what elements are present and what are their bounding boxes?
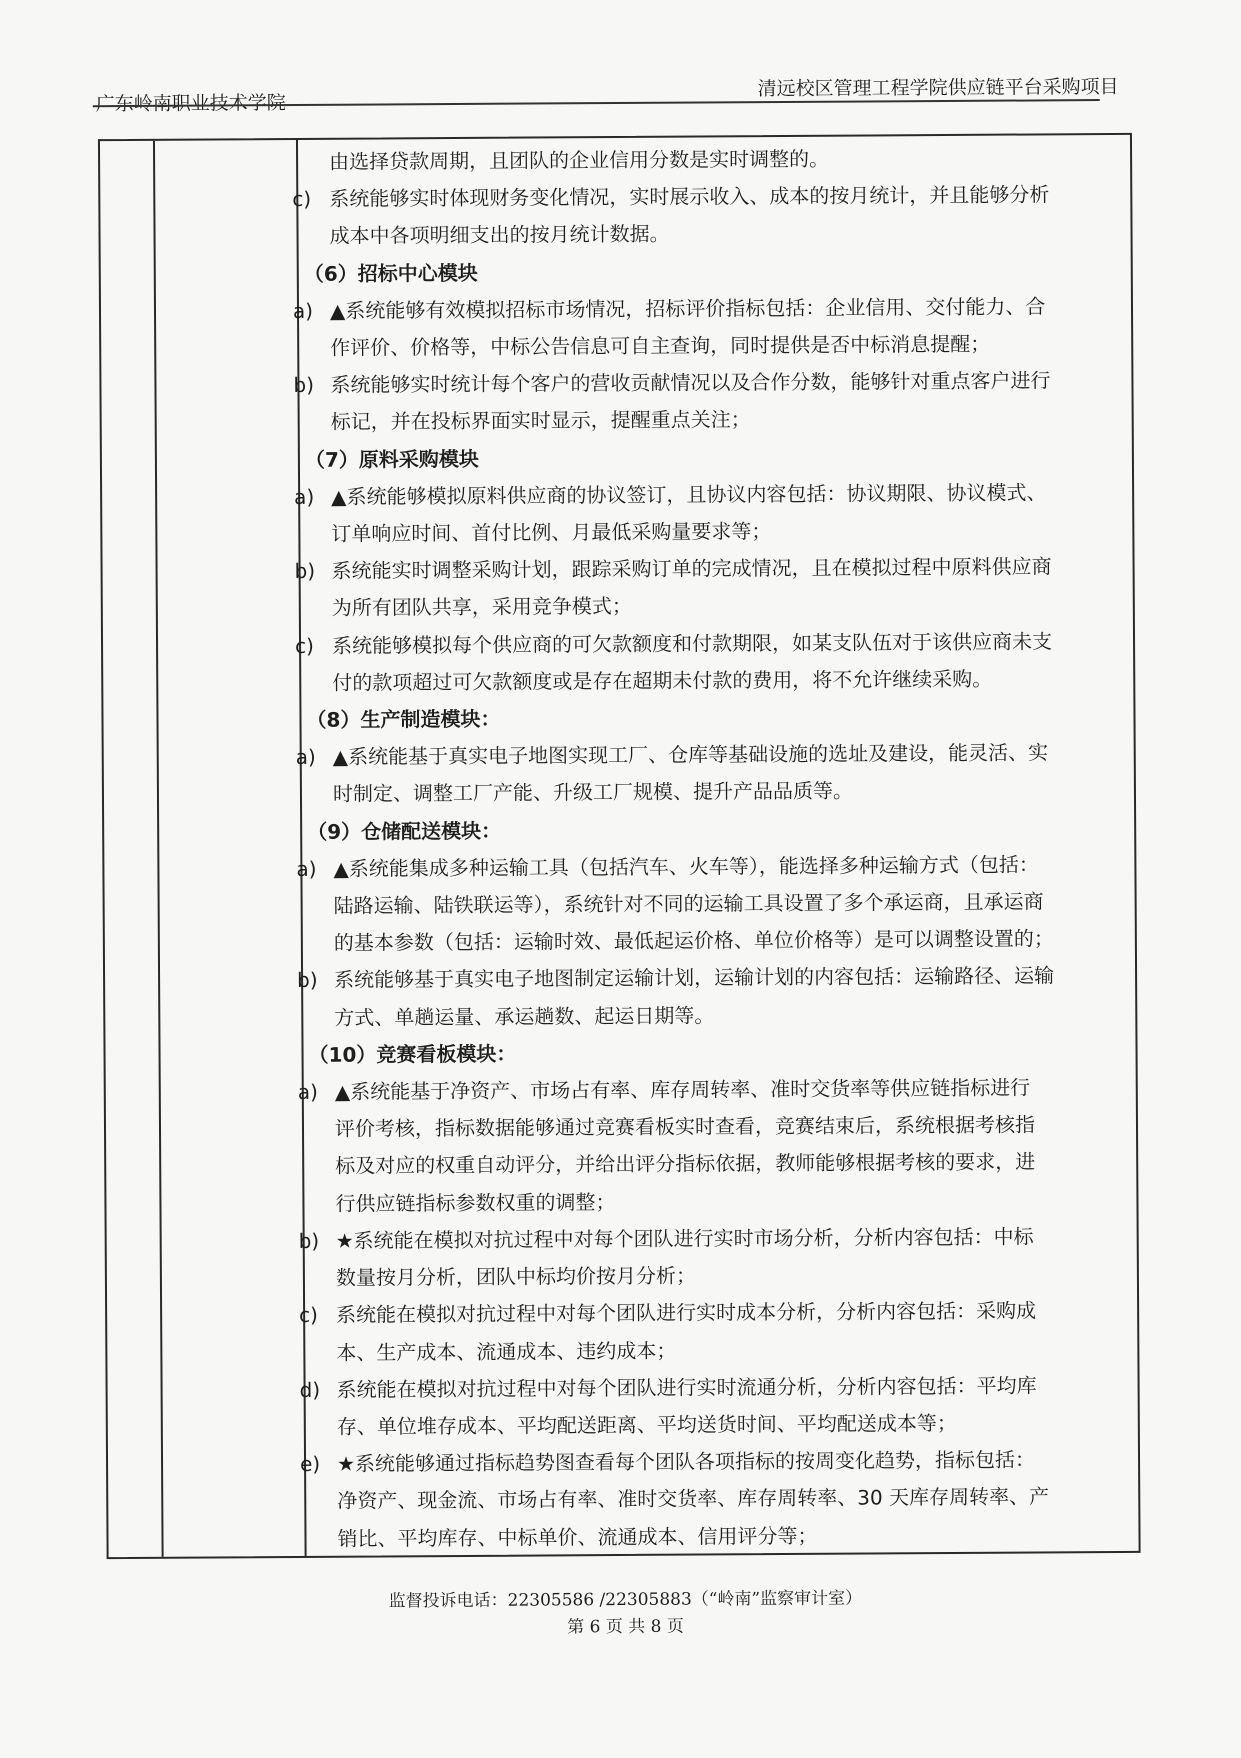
continuation-line <box>294 883 1124 925</box>
list-item-line <box>292 623 1122 665</box>
continuation-line <box>289 139 1119 181</box>
line-text: （8）生产制造模块： <box>306 706 501 732</box>
continuation-line <box>291 511 1121 553</box>
list-item-marker: b) <box>294 559 316 584</box>
continuation-line <box>289 213 1119 255</box>
line-text: ▲系统能基于净资产、市场占有率、库存周转率、准时交货率等供应链指标进行 <box>334 1075 1031 1104</box>
continuation-line <box>294 920 1124 962</box>
line-text: 陆路运输、陆铁联运等），系统针对不同的运输工具设置了多个承运商，且承运商 <box>333 889 1044 918</box>
line-text: （6）招标中心模块 <box>303 260 478 286</box>
list-item-marker: a) <box>296 856 317 881</box>
line-text: 订单响应时间、首付比例、月最低采购量要求等； <box>331 519 772 546</box>
module-heading <box>294 1032 1124 1074</box>
list-item-line <box>289 176 1119 218</box>
continuation-line <box>293 771 1123 813</box>
line-text: 系统能在模拟对抗过程中对每个团队进行实时流通分析，分析内容包括：平均库 <box>336 1373 1037 1402</box>
header-project-title: 清远校区管理工程学院供应链平台采购项目 <box>757 75 1119 101</box>
list-item-line <box>296 1292 1126 1334</box>
line-text: ★系统能在模拟对抗过程中对每个团队进行实时市场分析，分析内容包括：中标 <box>335 1224 1034 1253</box>
line-text: 成本中各项明细支出的按月统计数据。 <box>329 222 670 249</box>
module-heading <box>293 809 1123 851</box>
continuation-line <box>295 1106 1125 1148</box>
module-heading <box>292 697 1122 739</box>
continuation-line <box>296 1255 1126 1297</box>
list-item-line <box>296 1218 1126 1260</box>
list-item-line <box>294 957 1124 999</box>
line-text: 标及对应的权重自动评分，并给出评分指标依据，教师能够根据考核的要求，进 <box>335 1149 1036 1179</box>
line-text: 系统能够基于真实电子地图制定运输计划，运输计划的内容包括：运输路径、运输 <box>334 963 1055 993</box>
line-text: 本、生产成本、流通成本、违约成本； <box>336 1338 677 1365</box>
continuation-line <box>297 1404 1127 1446</box>
module-heading <box>290 251 1120 293</box>
list-item-line <box>293 734 1123 776</box>
list-item-marker: c) <box>294 633 314 658</box>
requirements-text-cell <box>289 139 1128 1558</box>
list-item-marker: a) <box>292 298 314 323</box>
line-text: 系统能够实时体现财务变化情况，实时展示收入、成本的按月统计，并且能够分析 <box>329 182 1050 211</box>
line-text: 作评价、价格等，中标公告信息可自主查询，同时提供是否中标消息提醒； <box>330 331 991 360</box>
list-item-marker: c) <box>299 1303 319 1328</box>
line-text: 付的款项超过可欠款额度或是存在超期未付款的费用，将不允许继续采购。 <box>332 666 993 695</box>
continuation-line <box>297 1515 1127 1557</box>
list-item-line <box>296 1367 1126 1409</box>
line-text: （10）竞赛看板模块： <box>308 1041 517 1067</box>
line-text: 系统能实时调整采购计划，跟踪采购订单的完成情况，且在模拟过程中原料供应商 <box>331 554 1052 583</box>
line-text: 由选择贷款周期，且团队的企业信用分数是实时调整的。 <box>329 146 830 174</box>
line-text: ▲系统能够有效模拟招标市场情况，招标评价指标包括：企业信用、交付能力、合 <box>329 294 1046 323</box>
list-item-marker: c) <box>292 187 312 212</box>
line-text: （9）仓储配送模块： <box>307 818 502 844</box>
line-text: 系统能够模拟每个供应商的可欠款额度和付款期限，如某支队伍对于该供应商未支 <box>331 628 1053 658</box>
continuation-line <box>297 1478 1127 1520</box>
line-text: 为所有团队共享，采用竞争模式； <box>331 594 632 621</box>
continuation-line <box>294 995 1124 1037</box>
line-text: 存、单位堆存成本、平均配送距离、平均送货时间、平均配送成本等； <box>336 1410 957 1439</box>
line-text: 系统能在模拟对抗过程中对每个团队进行实时成本分析，分析内容包括：采购成 <box>336 1298 1037 1328</box>
list-item-marker: b) <box>298 1228 320 1253</box>
module-heading <box>291 437 1121 479</box>
line-text: 系统能够实时统计每个客户的营收贡献情况以及合作分数，能够针对重点客户进行 <box>330 368 1051 397</box>
line-text: 净资产、现金流、市场占有率、准时交货率、库存周转率、30 天库存周转率、产 <box>337 1484 1050 1514</box>
list-item-line <box>293 846 1123 888</box>
line-text: 评价考核，指标数据能够通过竞赛看板实时查看，竞赛结束后，系统根据考核指 <box>334 1112 1036 1142</box>
line-text: ▲系统能集成多种运输工具（包括汽车、火车等），能选择多种运输方式（包括： <box>333 852 1039 881</box>
line-text: （7）原料采购模块 <box>304 446 479 472</box>
continuation-line <box>290 325 1120 367</box>
continuation-line <box>295 1181 1125 1223</box>
line-text: ★系统能够通过指标趋势图查看每个团队各项指标的按周变化趋势，指标包括： <box>336 1447 1036 1476</box>
line-text: 方式、单趟运量、承运趟数、起运日期等。 <box>334 1003 715 1030</box>
continuation-line <box>295 1143 1125 1185</box>
line-text: ▲系统能基于真实电子地图实现工厂、仓库等基础设施的选址及建设，能灵活、实 <box>332 740 1049 770</box>
list-item-line <box>295 1069 1125 1111</box>
continuation-line <box>296 1329 1126 1371</box>
list-item-marker: a) <box>297 1079 318 1105</box>
line-text: 标记，并在投标界面实时显示，提醒重点关注； <box>330 407 751 435</box>
list-item-marker: b) <box>297 968 318 993</box>
continuation-line <box>292 660 1122 702</box>
continuation-line <box>291 399 1121 441</box>
list-item-marker: a) <box>294 484 315 509</box>
list-item-line <box>291 548 1121 590</box>
list-item-line <box>297 1441 1127 1483</box>
line-text: 销比、平均库存、中标单价、流通成本、信用评分等； <box>337 1523 818 1551</box>
footer-complaint-hotline: 监督投诉电话：22305586 /22305883（“岭南”监察审计室） <box>388 1588 863 1612</box>
line-text: ▲系统能够模拟原料供应商的协议签订，且协议内容包括：协议期限、协议模式、 <box>331 480 1047 509</box>
list-item-marker: e) <box>299 1451 321 1477</box>
list-item-line <box>291 474 1121 516</box>
list-item-marker: d) <box>299 1377 321 1402</box>
header-institution: 广东岭南职业技术学院 <box>95 92 286 116</box>
line-text: 时制定、调整工厂产能、升级工厂规模、提升产品品质等。 <box>332 779 854 807</box>
line-text: 的基本参数（包括：运输时效、最低起运价格、单位价格等）是可以调整设置的； <box>333 926 1054 956</box>
table-column-divider <box>153 141 164 1557</box>
list-item-line <box>290 362 1120 404</box>
list-item-line <box>290 288 1120 330</box>
footer-page-number: 第 6 页 共 8 页 <box>567 1616 684 1638</box>
list-item-marker: a) <box>295 745 316 770</box>
line-text: 行供应链指标参数权重的调整； <box>335 1189 616 1216</box>
line-text: 数量按月分析，团队中标均价按月分析； <box>335 1263 696 1290</box>
continuation-line <box>292 585 1122 627</box>
list-item-marker: b) <box>293 373 315 398</box>
